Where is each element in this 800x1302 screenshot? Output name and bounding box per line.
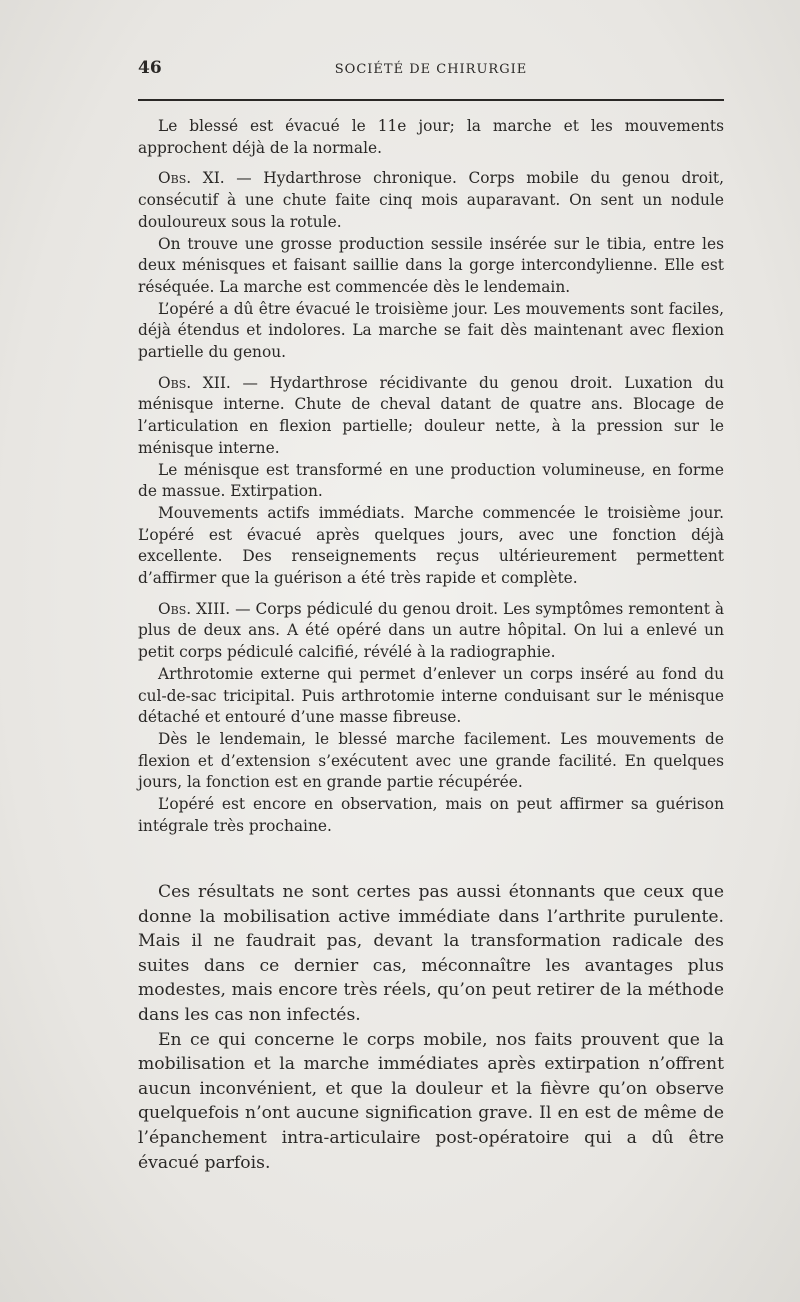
paragraph: L’opéré est encore en observation, mais on peut affirmer sa guérison intégrale très prochaine. [138,795,724,835]
observation-label: Obs. XII. [158,373,231,392]
paragraph: Le blessé est évacué le 11e jour; la marche et les mouvements approchent déjà de la normale. [138,117,724,157]
observation-label: Obs. XI. [158,169,225,188]
header-rule [138,99,724,101]
discussion [138,880,724,1175]
observation-xi-intro [138,168,724,233]
paragraph: L’opéré a dû être évacué le troisième jour. Les mouvements sont faciles, déjà étendus et indolores. La marche se fait dès maintenant avec flexion partielle du genou. [138,299,724,362]
paragraph: En ce qui concerne le corps mobile, nos faits prouvent que la mobilisation et la marche immédiates après extirpation n’offrent aucun inconvénient, et que la douleur et la fièvre qu’on observe quelquefois n’ont aucune signification grave. Il en est de même de l’épanchement intra-articulaire post-opératoire qui a dû être évacué parfois. [138,1029,724,1173]
paragraph-text: — Hydarthrose chronique. Corps mobile du genou droit, consécutif à une chute faite cinq mois auparavant. On sent un nodule douloureux sous la rotule. [138,169,724,231]
paragraph: Dès le lendemain, le blessé marche facilement. Les mouvements de flexion et d’extension s’exécutent avec une grande facilité. En quelques jours, la fonction est en grande partie récupérée. [138,729,724,792]
page-number: 46 [138,58,162,78]
paragraph: Mouvements actifs immédiats. Marche commencée le troisième jour. L’opéré est évacué après quelques jours, avec une fonction déjà excellente. Des renseignements reçus ultérieurement permettent d’affirmer que la guérison a été très rapide et complète. [138,503,724,588]
paragraph-text: — Hydarthrose récidivante du genou droit. Luxation du ménisque interne. Chute de cheval datant de quatre ans. Blocage de l’articulation en flexion partielle; douleur nette, à la pression sur le ménisque interne. [138,373,724,457]
observation-xiii-intro [138,599,724,664]
paragraph: On trouve une grosse production sessile insérée sur le tibia, entre les deux ménisques et faisant saillie dans la gorge intercondylienne. Elle est réséquée. La marche est commencée dès le lendemain. [138,234,724,296]
paragraph-text: — Corps pédiculé du genou droit. Les symptômes remontent à plus de deux ans. A été opéré dans un autre hôpital. On lui a enlevé un petit corps pédiculé calcifié, révélé à la radiographie. [138,599,725,662]
paragraph: Ces résultats ne sont certes pas aussi étonnants que ceux que donne la mobilisation active immédiate dans l’arthrite purulente. Mais il ne faudrait pas, devant la transformation radicale des suites dans ce dernier cas, méconnaître les avantages plus modestes, mais encore très réels, qu’on peut retirer de la méthode dans les cas non infectés. [138,882,724,1025]
paragraph: Arthrotomie externe qui permet d’enlever un corps inséré au fond du cul-de-sac tricipital. Puis arthrotomie interne conduisant sur le ménisque détaché et entouré d’une masse fibreuse. [138,664,724,727]
paragraph: Le ménisque est transformé en une production volumineuse, en forme de massue. Extirpation. [138,460,724,501]
case-observations [138,116,724,838]
observation-xii-intro [138,373,724,460]
observation-label: Obs. XIII. [158,599,231,618]
running-head: SOCIÉTÉ DE CHIRURGIE [334,62,528,77]
page-header [138,58,724,84]
